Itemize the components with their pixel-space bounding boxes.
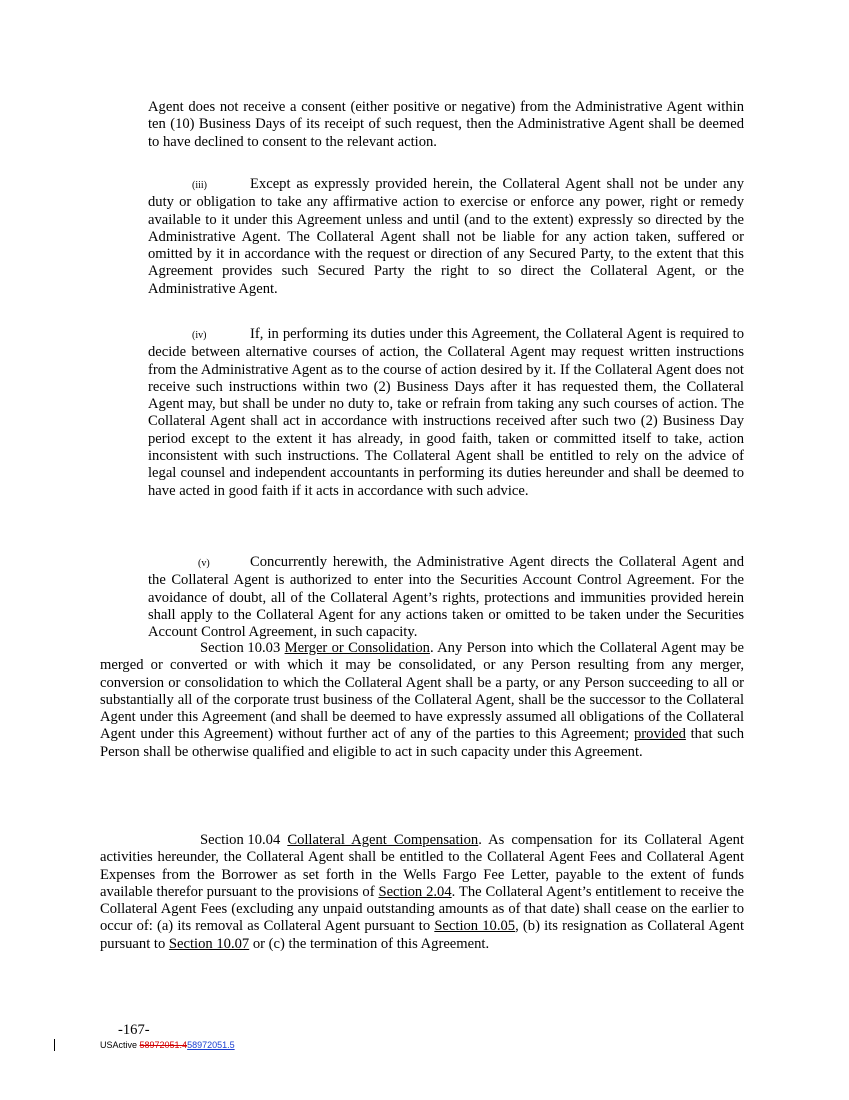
paragraph-text: Except as expressly provided herein, the Collateral Agent shall not be under any duty or obligation to take any affirmative action to exercise or enforce any power, right or remedy available to it under this Agreement unless and until (and to the extent) expressly so directed by the Administrative Agent. The Collateral Agent shall not be liable for any action taken, suffered or omitted by it in accordance with the request or direction of any Secured Party, to the extent that this Agreement provides such Secured Party the right to so direct the Collateral Agent, or the Administrative Agent. xyxy=(148,176,744,297)
paragraph-v xyxy=(148,554,744,641)
paragraph-continuation xyxy=(148,99,744,151)
section-10-04 xyxy=(100,832,744,953)
paragraph-iv xyxy=(148,326,744,500)
deleted-doc-id: 58972051.4 xyxy=(139,1040,188,1050)
section-text: . Any Person into which the Collateral Agent may be merged or converted or with which it may be consolidated, or any Person resulting from any merger, conversion or consolidation to which the Collateral Agent shall be a party, or any Person succeeding to all or substantially all of the corporate trust business of the Collateral Agent, shall be the successor to the Collateral Agent under this Agreement (and shall be deemed to have expressly assumed all obligations of the Collateral Agent under this Agreement) without further act of any of the parties to this Agreement; xyxy=(100,640,745,743)
section-reference-link[interactable]: Section 2.04 xyxy=(378,883,452,900)
section-10-03 xyxy=(100,640,744,761)
section-text: . The Collateral Agent’s entitlement to receive the Collateral Agent Fees (excluding any unpaid outstanding amounts as of that date) shall cease on the earlier to occur of: (a) its removal as Collateral Agent pursuant to xyxy=(100,883,745,935)
change-bar xyxy=(54,1039,55,1051)
clause-label: (v) xyxy=(198,558,210,569)
inserted-doc-id: 58972051.5 xyxy=(187,1040,235,1050)
page-number: -167- xyxy=(118,1022,150,1038)
document-id xyxy=(100,1040,235,1050)
section-text: that such Person shall be otherwise qualified and eligible to act in such capacity under this Agreement. xyxy=(100,726,744,760)
section-number: Section 10.04 xyxy=(200,832,281,848)
clause-label: (iii) xyxy=(192,180,207,191)
clause-label: (iv) xyxy=(192,330,207,341)
paragraph-text: If, in performing its duties under this Agreement, the Collateral Agent is required to decide between alternative courses of action, the Collateral Agent may request written instructions from the Administrative Agent as to the course of action desired by it. If the Collateral Agent does not receive such instructions within two (2) Business Days after it has requested them, the Collateral Agent may, but shall be under no duty to, take or refrain from taking any such courses of action. The Collateral Agent shall act in accordance with instructions received after such two (2) Business Day period except to the extent it has already, in good faith, taken or committed itself to take, action inconsistent with such instructions. The Collateral Agent shall be entitled to rely on the advice of legal counsel and independent accountants in performing its duties hereunder and shall be deemed to have acted in good faith if it acts in accordance with such advice. xyxy=(148,326,744,499)
section-heading: Merger or Consolidation xyxy=(284,640,430,656)
section-heading: Collateral Agent Compensation xyxy=(287,832,479,848)
paragraph-text: Concurrently herewith, the Administrative Agent directs the Collateral Agent and the Collateral Agent is authorized to enter into the Securities Account Control Agreement. For the avoidance of doubt, all of the Collateral Agent’s rights, protections and immunities provided herein shall apply to the Collateral Agent for any actions taken or omitted to be taken under the Securities Account Control Agreement, in such capacity. xyxy=(148,554,744,641)
section-text: . As compensation for its Collateral Agent activities hereunder, the Collateral Agent shall be entitled to the Collateral Agent Fees and Collateral Agent Expenses from the Borrower as set forth in the Wells Fargo Fee Letter, payable to the extent of funds available therefor pursuant to the provisions of xyxy=(100,832,744,900)
provided-term: provided xyxy=(633,726,686,743)
paragraph-iii xyxy=(148,176,744,298)
section-reference-link[interactable]: Section 10.05 xyxy=(434,918,516,935)
section-text: or (c) the termination of this Agreement. xyxy=(249,935,490,952)
doc-prefix: USActive xyxy=(100,1040,140,1050)
section-number: Section 10.03 xyxy=(200,640,281,656)
section-reference-link[interactable]: Section 10.07 xyxy=(168,935,250,952)
section-text: , (b) its resignation as Collateral Agent pursuant to xyxy=(100,918,744,952)
paragraph-text: Agent does not receive a consent (either positive or negative) from the Administrative Agent within ten (10) Business Days of its receipt of such request, then the Administrative Agent shall be deemed to have declined to consent to the relevant action. xyxy=(148,99,744,150)
